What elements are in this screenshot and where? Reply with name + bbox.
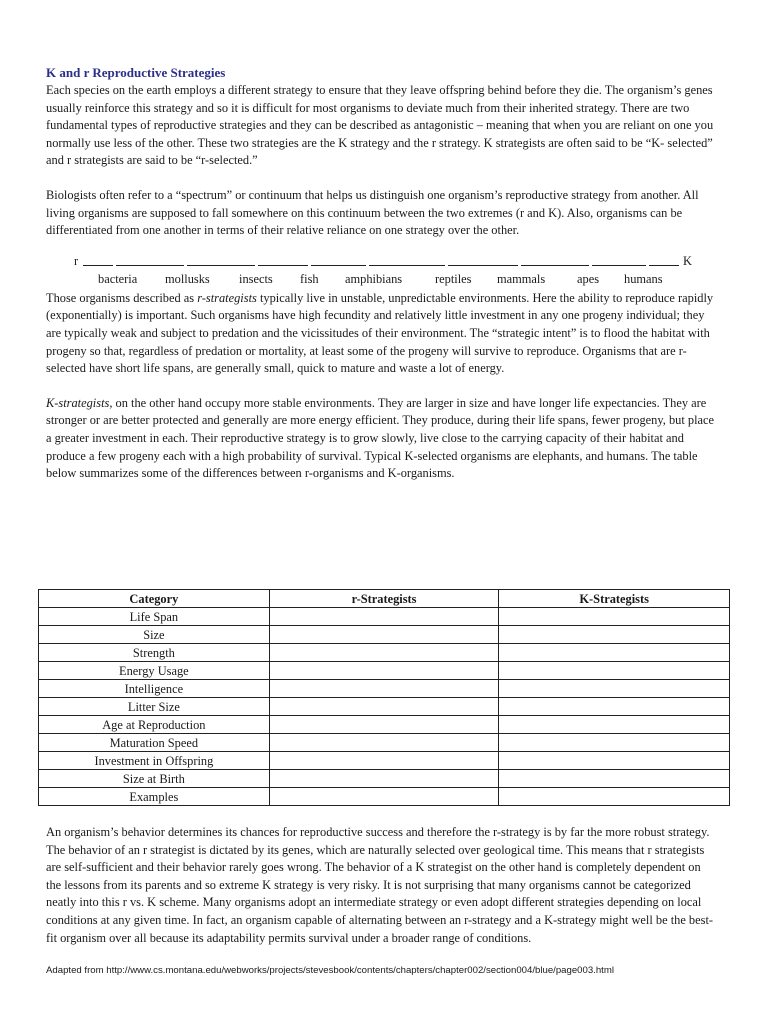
category-cell: Energy Usage — [39, 662, 270, 680]
organism-label: insects — [239, 271, 273, 286]
r-cell — [269, 734, 499, 752]
continuum-line — [116, 265, 184, 266]
continuum-line — [592, 265, 646, 266]
table-row — [39, 734, 730, 752]
table-row — [39, 644, 730, 662]
category-cell: Investment in Offspring — [39, 752, 270, 770]
organism-label: mammals — [497, 271, 546, 286]
k-cell — [499, 716, 730, 734]
k-para-body: on the other hand occupy more stable environments. They are larger in size and have longer life expectancies. They are stronger or are better protected and generally are more energy efficient. They produce, during their life spans, fewer progeny, but place a greater investment in each. Their reproductive strategy is to grow slowly, live close to the carrying capacity of their habitat and produce a few progeny each with a high probability of survival. Typical K-selected organisms are elephants, and humans. The table below summarizes some of the differences between r-organisms and K-organisms. — [46, 395, 715, 481]
organism-label: reptiles — [435, 271, 472, 286]
header-category: Category — [39, 590, 270, 608]
continuum-line — [369, 265, 445, 266]
continuum-line — [258, 265, 308, 266]
r-cell — [269, 770, 499, 788]
r-cell — [269, 752, 499, 770]
continuum-k-label: K — [683, 253, 692, 268]
k-cell — [499, 644, 730, 662]
continuum-line — [83, 265, 113, 266]
r-para-lead: Those organisms described as — [46, 290, 198, 305]
category-cell: Maturation Speed — [39, 734, 270, 752]
page-title: K and r Reproductive Strategies — [46, 65, 226, 80]
r-cell — [269, 680, 499, 698]
header-r-strategists: r-Strategists — [269, 590, 499, 608]
r-cell — [269, 644, 499, 662]
spectrum-paragraph: Biologists often refer to a “spectrum” or continuum that helps us distinguish one organism’s reproductive strategy from another. All living organisms are supposed to fall somewhere on this continuum between the two extremes (r and K). Also, organisms can be differentiated from one another in terms of their relative reliance on one strategy over the other. — [46, 187, 699, 238]
closing-paragraph: An organism’s behavior determines its chances for reproductive success and therefore the r-strategy is by far the more robust strategy. The behavior of an r strategist is dictated by its genes, which are naturally selected over geological time. This means that r strategists are self-sufficient and their behavior rarely goes wrong. The behavior of a K strategist on the other hand is completely dependent on the lessons from its parents and so extreme K strategy is very risky. It is not surprising that many organisms cannot be categorized neatly into this r vs. K scheme. Many organisms adopt an intermediate strategy or even adopt different strategies depending on local conditions at any given time. In fact, an organism capable of alternating between an r-strategy and a K-strategy might well be the best-fit organism over all because its adaptability permits survival under a broader range of conditions. — [46, 825, 714, 945]
category-cell: Strength — [39, 644, 270, 662]
source-link[interactable]: Adapted from http://www.cs.montana.edu/webworks/projects/stevesbook/contents/chapters/chapter002/section004/blue/page003.html — [46, 965, 614, 976]
table-row — [39, 752, 730, 770]
r-strategists-paragraph — [46, 290, 718, 378]
r-cell — [269, 698, 499, 716]
organism-label: apes — [577, 271, 600, 286]
continuum-r-label: r — [74, 253, 79, 268]
k-cell — [499, 608, 730, 626]
category-cell: Intelligence — [39, 680, 270, 698]
continuum-line — [448, 265, 518, 266]
k-cell — [499, 662, 730, 680]
source-citation[interactable] — [46, 965, 614, 976]
organism-label: bacteria — [98, 271, 138, 286]
category-cell: Litter Size — [39, 698, 270, 716]
category-cell: Age at Reproduction — [39, 716, 270, 734]
category-cell: Life Span — [39, 608, 270, 626]
table-row — [39, 716, 730, 734]
organism-label: amphibians — [345, 271, 403, 286]
r-para-body: typically live in unstable, unpredictable environments. Here the ability to reproduce rapidly (exponentially) is important. Such organisms have high fecundity and relatively little investment in any one progeny individual; they are typically weak and subject to predation and the vicissitudes of their environment. The “strategic intent” is to flood the habitat with progeny so that, regardless of predation or mortality, at least some of the progeny will survive to reproduce. Organisms that are r-selected have short life spans, are generally small, quick to mature and waste a lot of energy. — [46, 290, 714, 376]
k-cell — [499, 770, 730, 788]
table-row — [39, 770, 730, 788]
r-cell — [269, 788, 499, 806]
organism-label: humans — [624, 271, 663, 286]
table-row — [39, 608, 730, 626]
closing-section — [46, 824, 718, 947]
r-strategists-term: r-strategists — [197, 290, 257, 305]
k-cell — [499, 626, 730, 644]
organism-label: mollusks — [165, 271, 210, 286]
intro-paragraph: Each species on the earth employs a different strategy to ensure that they leave offspring behind before they die. The organism’s genes usually reinforce this strategy and so it is difficult for most organisms to deviate much from their inherited strategy. There are two fundamental types of reproductive strategies and they can be described as antagonistic – meaning that when you are reliant on one you normally use less of the other. These two strategies are the K strategy and the r strategy. K strategists are often said to be “K- selected” and r strategists are said to be “r-selected.” — [46, 83, 714, 168]
category-cell: Size — [39, 626, 270, 644]
k-strategists-paragraph — [46, 395, 718, 483]
k-cell — [499, 788, 730, 806]
k-cell — [499, 680, 730, 698]
table-row — [39, 662, 730, 680]
k-cell — [499, 734, 730, 752]
table-row — [39, 626, 730, 644]
r-k-continuum — [46, 251, 718, 285]
k-cell — [499, 752, 730, 770]
k-strategists-term: K-strategists, — [46, 395, 113, 410]
table-row — [39, 680, 730, 698]
category-cell: Size at Birth — [39, 770, 270, 788]
table-row — [39, 698, 730, 716]
continuum-line — [187, 265, 255, 266]
table-row — [39, 788, 730, 806]
r-cell — [269, 626, 499, 644]
r-cell — [269, 716, 499, 734]
k-cell — [499, 698, 730, 716]
document-body — [46, 64, 718, 483]
continuum-line — [521, 265, 589, 266]
header-k-strategists: K-Strategists — [499, 590, 730, 608]
organism-label: fish — [300, 271, 319, 286]
r-cell — [269, 662, 499, 680]
r-cell — [269, 608, 499, 626]
continuum-line — [311, 265, 366, 266]
category-cell: Examples — [39, 788, 270, 806]
continuum-line — [649, 265, 679, 266]
table-header-row — [39, 590, 730, 608]
strategy-comparison-table — [38, 589, 730, 806]
